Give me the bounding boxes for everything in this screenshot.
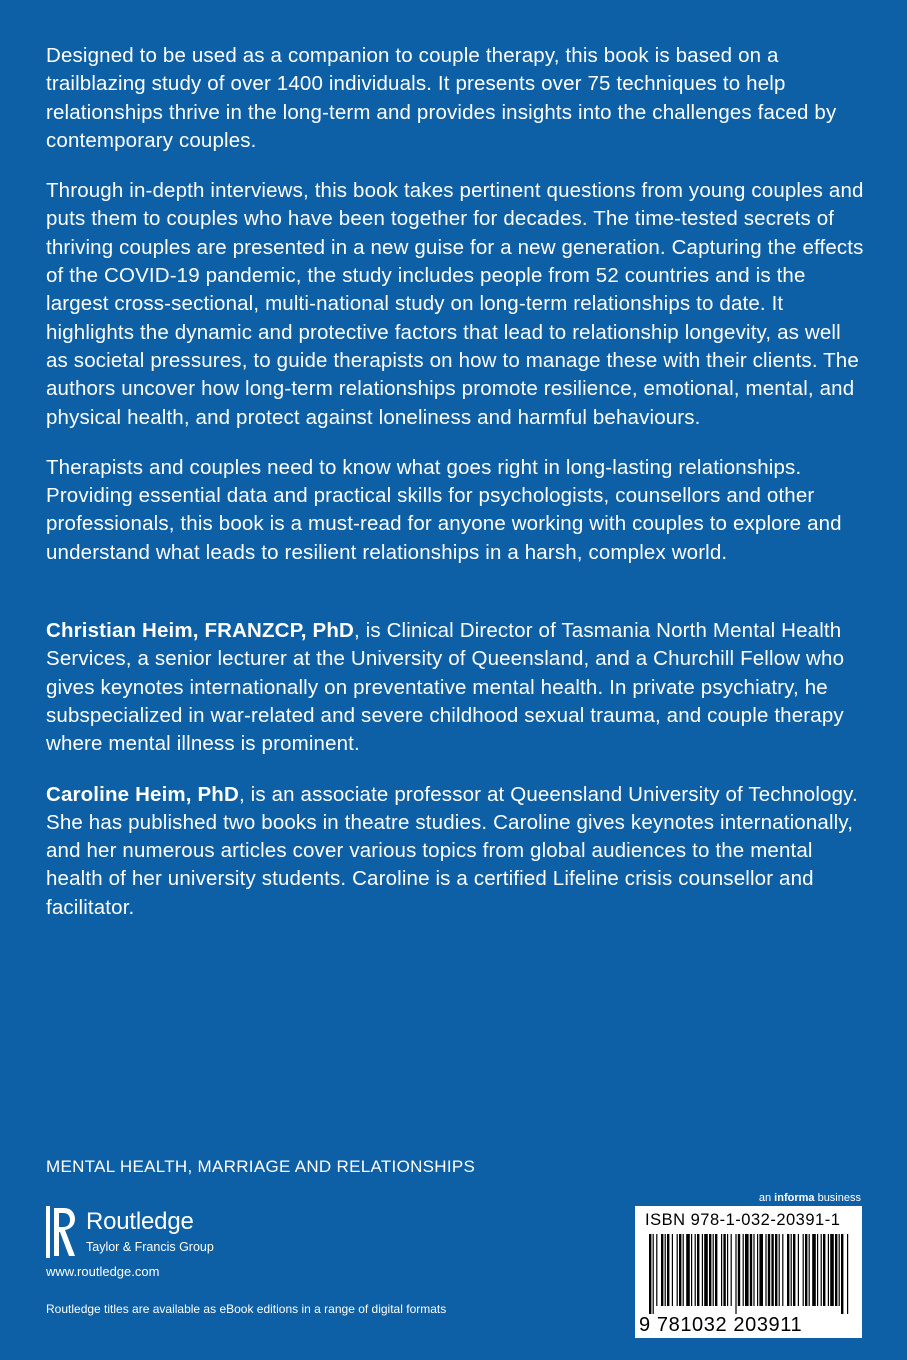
barcode-bar — [779, 1234, 780, 1306]
barcode-bar — [750, 1234, 752, 1306]
barcode-bar — [672, 1234, 673, 1306]
barcode-bar — [745, 1234, 749, 1306]
barcode-bar — [759, 1234, 763, 1306]
isbn-label: ISBN 978-1-032-20391-1 — [645, 1211, 841, 1229]
informa-suffix: business — [814, 1192, 861, 1204]
barcode-bar — [757, 1234, 758, 1306]
barcode-bar — [713, 1234, 714, 1306]
back-cover-text — [46, 42, 866, 922]
barcode-bar — [656, 1234, 657, 1306]
barcode-bar — [765, 1234, 766, 1306]
barcode-bar — [817, 1234, 818, 1306]
blurb-paragraph-2: Through in-depth interviews, this book takes pertinent questions from young couples and puts them to couples who have been together for decades. The time-tested secrets of thriving couples are presented in a new guise for a new generation. Capturing the effects of the COVID-19 pandemic, the study includes people from 52 countries and is the largest cross-sectional, multi-national study on long-term relationships to date. It highlights the dynamic and protective factors that lead to relationship longevity, as well as societal pressures, to guide therapists on how to manage these with their clients. The authors uncover how long-term relationships promote resilience, emotional, mental, and physical health, and protect against loneliness and harmful behaviours. — [46, 179, 864, 429]
isbn-barcode-box — [635, 1206, 862, 1338]
publisher-group: Taylor & Francis Group — [86, 1240, 214, 1254]
barcode-bar — [697, 1234, 699, 1306]
barcode-icon — [641, 1234, 856, 1314]
informa-tagline — [759, 1191, 861, 1205]
barcode-bar — [709, 1234, 711, 1306]
barcode-bar — [649, 1234, 651, 1314]
barcode-bar — [841, 1234, 843, 1314]
publisher-name: Routledge — [86, 1208, 194, 1235]
informa-prefix: an — [758, 1192, 775, 1204]
barcode-bar — [803, 1234, 804, 1306]
barcode-bar — [830, 1234, 834, 1306]
subject-category: MENTAL HEALTH, MARRIAGE AND RELATIONSHIPS — [46, 1157, 476, 1176]
barcode-bar — [702, 1234, 703, 1306]
barcode-bar — [753, 1234, 754, 1306]
barcode-bar — [695, 1234, 696, 1306]
barcode-bar — [812, 1234, 816, 1306]
barcode-bar — [677, 1234, 678, 1306]
author-name-caroline: Caroline Heim, PhD — [46, 782, 239, 806]
barcode-bar — [782, 1234, 783, 1306]
informa-brand: informa — [774, 1192, 815, 1204]
blurb-paragraph-1: Designed to be used as a companion to couple therapy, this book is based on a trailblazing study of over 1400 individuals. It presents over 75 techniques to help relationships thrive in the long-term and provides insights into the challenges faced by contemporary couples. — [46, 44, 837, 152]
barcode-bar — [735, 1234, 736, 1314]
barcode-bar — [686, 1234, 690, 1306]
barcode-bar — [787, 1234, 789, 1306]
publisher-website[interactable]: www.routledge.com — [46, 1264, 160, 1279]
barcode-bar — [847, 1234, 848, 1314]
barcode-bar — [821, 1234, 822, 1306]
barcode-bar — [667, 1234, 669, 1306]
author-bio-text-caroline: , is an associate professor at Queensland University of Technology. She has published two books in theatre studies. Caroline gives keynotes internationally, and her numerous articles cover various topics from global audiences to the mental health of her university students. Caroline is a certified Lifeline crisis counsellor and facilitator. — [46, 782, 858, 919]
routledge-logo-icon — [46, 1206, 76, 1258]
barcode-bar — [727, 1234, 728, 1306]
barcode-bar — [704, 1234, 708, 1306]
barcode-bar — [743, 1234, 744, 1306]
blurb-paragraph-3: Therapists and couples need to know what goes right in long-lasting relationships. Providing essential data and practical skills for psychologists, counsellors and other professionals, this book is a must-read for anyone working with couples to explore and understand what leads to resilient relationships in a harsh, complex world. — [46, 455, 842, 564]
author-bio-text-christian: , is Clinical Director of Tasmania North Mental Health Services, a senior lecturer at the University of Queensland, and a Churchill Fellow who gives keynotes internationally on preventative mental health. In private psychiatry, he subspecialized in war-related and severe childhood sexual trauma, and couple therapy where mental illness is prominent. — [46, 619, 845, 756]
barcode-bar — [835, 1234, 837, 1306]
author-bio-christian — [46, 617, 866, 758]
barcode-bar — [805, 1234, 807, 1306]
barcode-bar — [715, 1234, 717, 1306]
barcode-bar — [661, 1234, 663, 1306]
barcode-bar — [823, 1234, 825, 1306]
barcode-bar — [839, 1234, 840, 1306]
barcode-bar — [768, 1234, 770, 1306]
barcode-bar — [809, 1234, 810, 1306]
barcode-bar — [653, 1234, 654, 1314]
barcode-bar — [731, 1234, 732, 1306]
barcode-bar — [771, 1234, 773, 1306]
barcode-bar — [775, 1234, 777, 1306]
barcode-bar — [721, 1234, 722, 1306]
ebook-note: Routledge titles are available as eBook editions in a range of digital formats — [46, 1302, 447, 1316]
barcode-bar — [691, 1234, 692, 1306]
barcode-bar — [665, 1234, 666, 1306]
publisher-logo — [46, 1206, 286, 1261]
barcode-bar — [738, 1234, 740, 1306]
barcode-bar — [793, 1234, 795, 1306]
barcode-bar — [798, 1234, 799, 1306]
barcode-bar — [679, 1234, 681, 1306]
barcode-bar — [723, 1234, 725, 1306]
barcode-bar — [828, 1234, 829, 1306]
barcode-bar — [683, 1234, 684, 1306]
author-name-christian: Christian Heim, FRANZCP, PhD — [46, 619, 354, 643]
barcode-digits: 9 781032 203911 — [639, 1314, 803, 1336]
author-bio-caroline — [46, 781, 866, 922]
barcode-bar — [791, 1234, 792, 1306]
